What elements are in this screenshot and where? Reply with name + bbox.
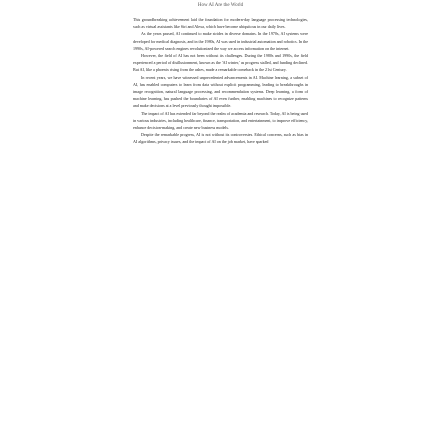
paragraph-4: In recent years, we have witnessed unprecedented advancements in AI. Machine learning, a subset of AI, has enabled computers to learn from data without explicit programming, leading to breakthroughs in image recognition, natural language processing, and recommendation systems. Deep learning, a form of machine learning, has pushed the boundaries of AI even further, enabling machines to recognize patterns and make decisions at a level previously thought impossible. <box>133 74 308 109</box>
paragraph-2: As the years passed, AI continued to make strides in diverse domains. In the 1970s, AI systems were developed for medical diagnosis, and in the 1980s, AI was used in industrial automation and robotics. In the 1990s, AI-powered search engines revolutionized the way we access information on the internet. <box>133 31 308 51</box>
paragraph-6: Despite the remarkable progress, AI is not without its controversies. Ethical concerns, such as bias in AI algorithms, privacy issues, and the impact of AI on the job market, have sparked <box>133 132 308 145</box>
body-text <box>133 16 308 146</box>
paragraph-3: However, the field of AI has not been without its challenges. During the 1980s and 1990s, the field experienced a period of disillusionment, known as the 'AI winter,' as progress stalled, and funding declined. But AI, like a phoenix rising from the ashes, made a remarkable comeback in the 21st Century. <box>133 53 308 73</box>
running-header: How AI Are the World <box>197 3 244 8</box>
paragraph-5: The impact of AI has extended far beyond the realm of academia and research. Today, AI is being used in various industries, including healthcare, finance, transportation, and entertainment, to improve efficiency, enhance decision-making, and create new business models. <box>133 110 308 131</box>
paragraph-1: This groundbreaking achievement laid the foundation for modern-day language processing technologies, such as virtual assistants like Siri and Alexa, which have become ubiquitous in our daily lives. <box>133 17 308 30</box>
